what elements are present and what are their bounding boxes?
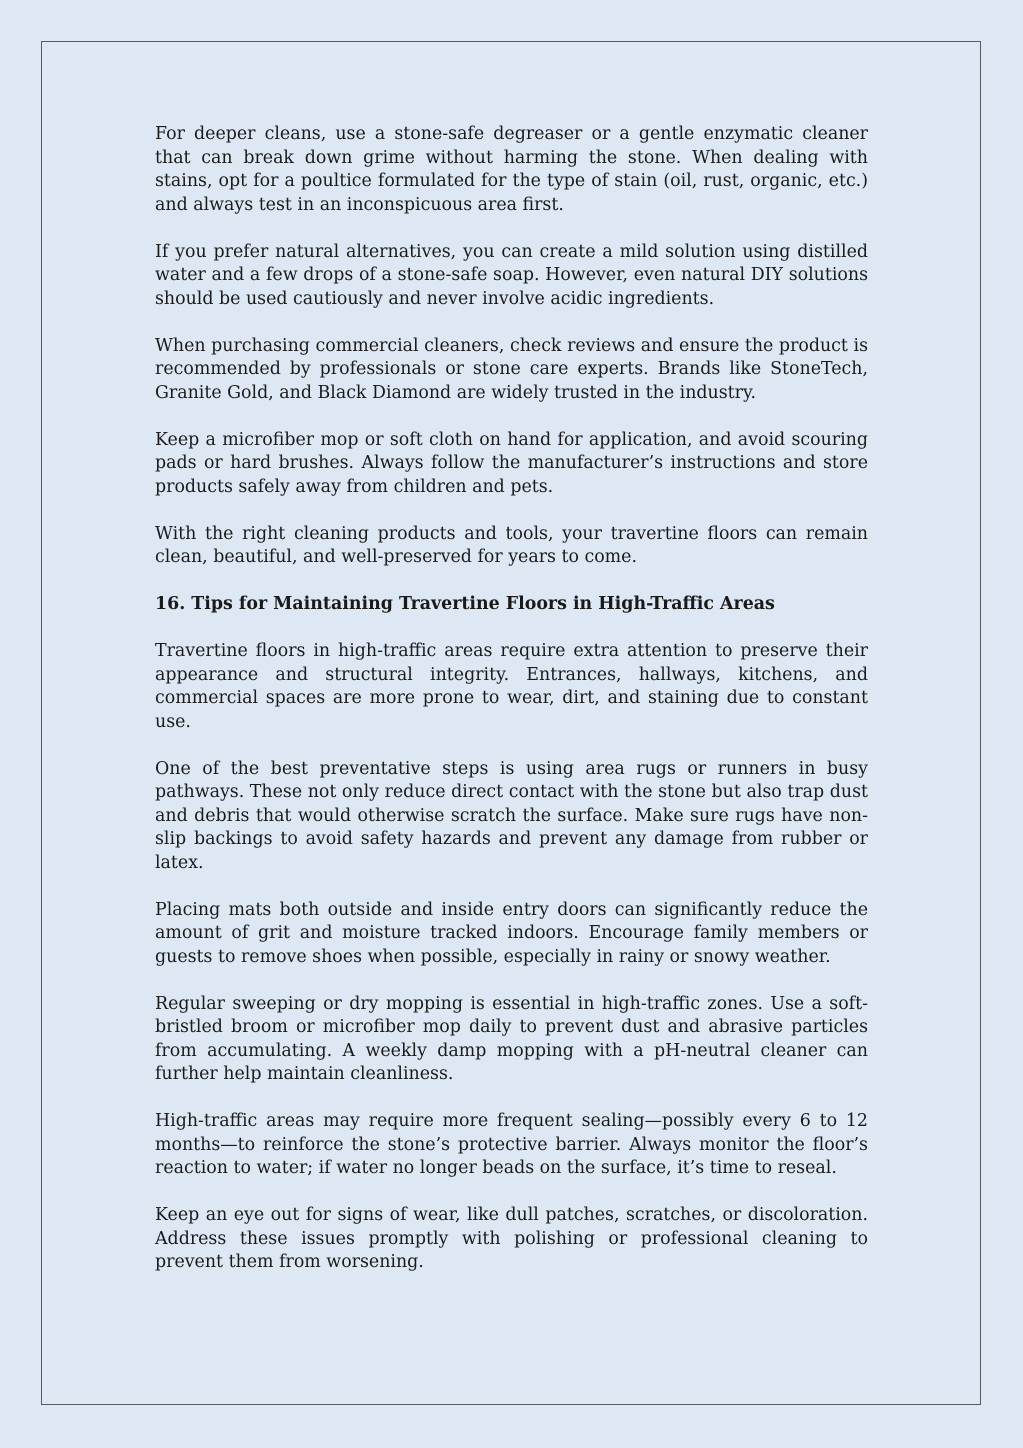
paragraph-sealing: High-traffic areas may require more frequent sealing—possibly every 6 to 12 months—to reinforce the stone’s protective barrier. Always monitor the floor’s reaction to water; if water no longer beads on the surface, it’s time to reseal.: [155, 1111, 868, 1178]
paragraph-commercial-cleaners: When purchasing commercial cleaners, check reviews and ensure the product is recommended by professionals or stone care experts. Brands like StoneTech, Granite Gold, and Black Diamond are widely trusted in the industry.: [155, 335, 868, 403]
paragraph-deeper-cleans: For deeper cleans, use a stone-safe degreaser or a gentle enzymatic cleaner that can break down grime without harming the stone. When dealing with stains, opt for a poultice formulated for the type of stain (oil, rust, organic, etc.) and always test in an inconspicuous area first.: [155, 124, 868, 215]
paragraph-area-rugs: One of the best preventative steps is using area rugs or runners in busy pathways. These not only reduce direct contact with the stone but also trap dust and debris that would otherwise scratch the surface. Make sure rugs have non-slip backings to avoid safety hazards and prevent any damage from rubber or latex.: [155, 758, 868, 873]
paragraph-right-products: With the right cleaning products and tools, your travertine floors can remain clean, beautiful, and well-preserved for years to come.: [155, 523, 868, 567]
paragraph-signs-of-wear: Keep an eye out for signs of wear, like dull patches, scratches, or discoloration. Address these issues promptly with polishing or professional cleaning to prevent them from worsening.: [155, 1205, 868, 1272]
document-body: [155, 123, 868, 1298]
paragraph-entry-mats: Placing mats both outside and inside entry doors can significantly reduce the amount of grit and moisture tracked indoors. Encourage family members or guests to remove shoes when possible, especially in rainy or snowy weather.: [155, 899, 868, 967]
paragraph-sweeping: Regular sweeping or dry mopping is essential in high-traffic zones. Use a soft-bristled broom or microfiber mop daily to prevent dust and abrasive particles from accumulating. A weekly damp mopping with a pH-neutral cleaner can further help maintain cleanliness.: [155, 993, 868, 1084]
paragraph-microfiber-mop: Keep a microfiber mop or soft cloth on hand for application, and avoid scouring pads or hard brushes. Always follow the manufacturer’s instructions and store products safely away from children and pets.: [155, 429, 868, 497]
paragraph-natural-alternatives: If you prefer natural alternatives, you can create a mild solution using distilled water and a few drops of a stone-safe soap. However, even natural DIY solutions should be used cautiously and never involve acidic ingredients.: [155, 241, 868, 309]
paragraph-high-traffic-intro: Travertine floors in high-traffic areas require extra attention to preserve their appearance and structural integrity. Entrances, hallways, kitchens, and commercial spaces are more prone to wear, dirt, and staining due to constant use.: [155, 641, 868, 732]
section-heading: 16. Tips for Maintaining Travertine Floors in High-Traffic Areas: [155, 594, 775, 614]
